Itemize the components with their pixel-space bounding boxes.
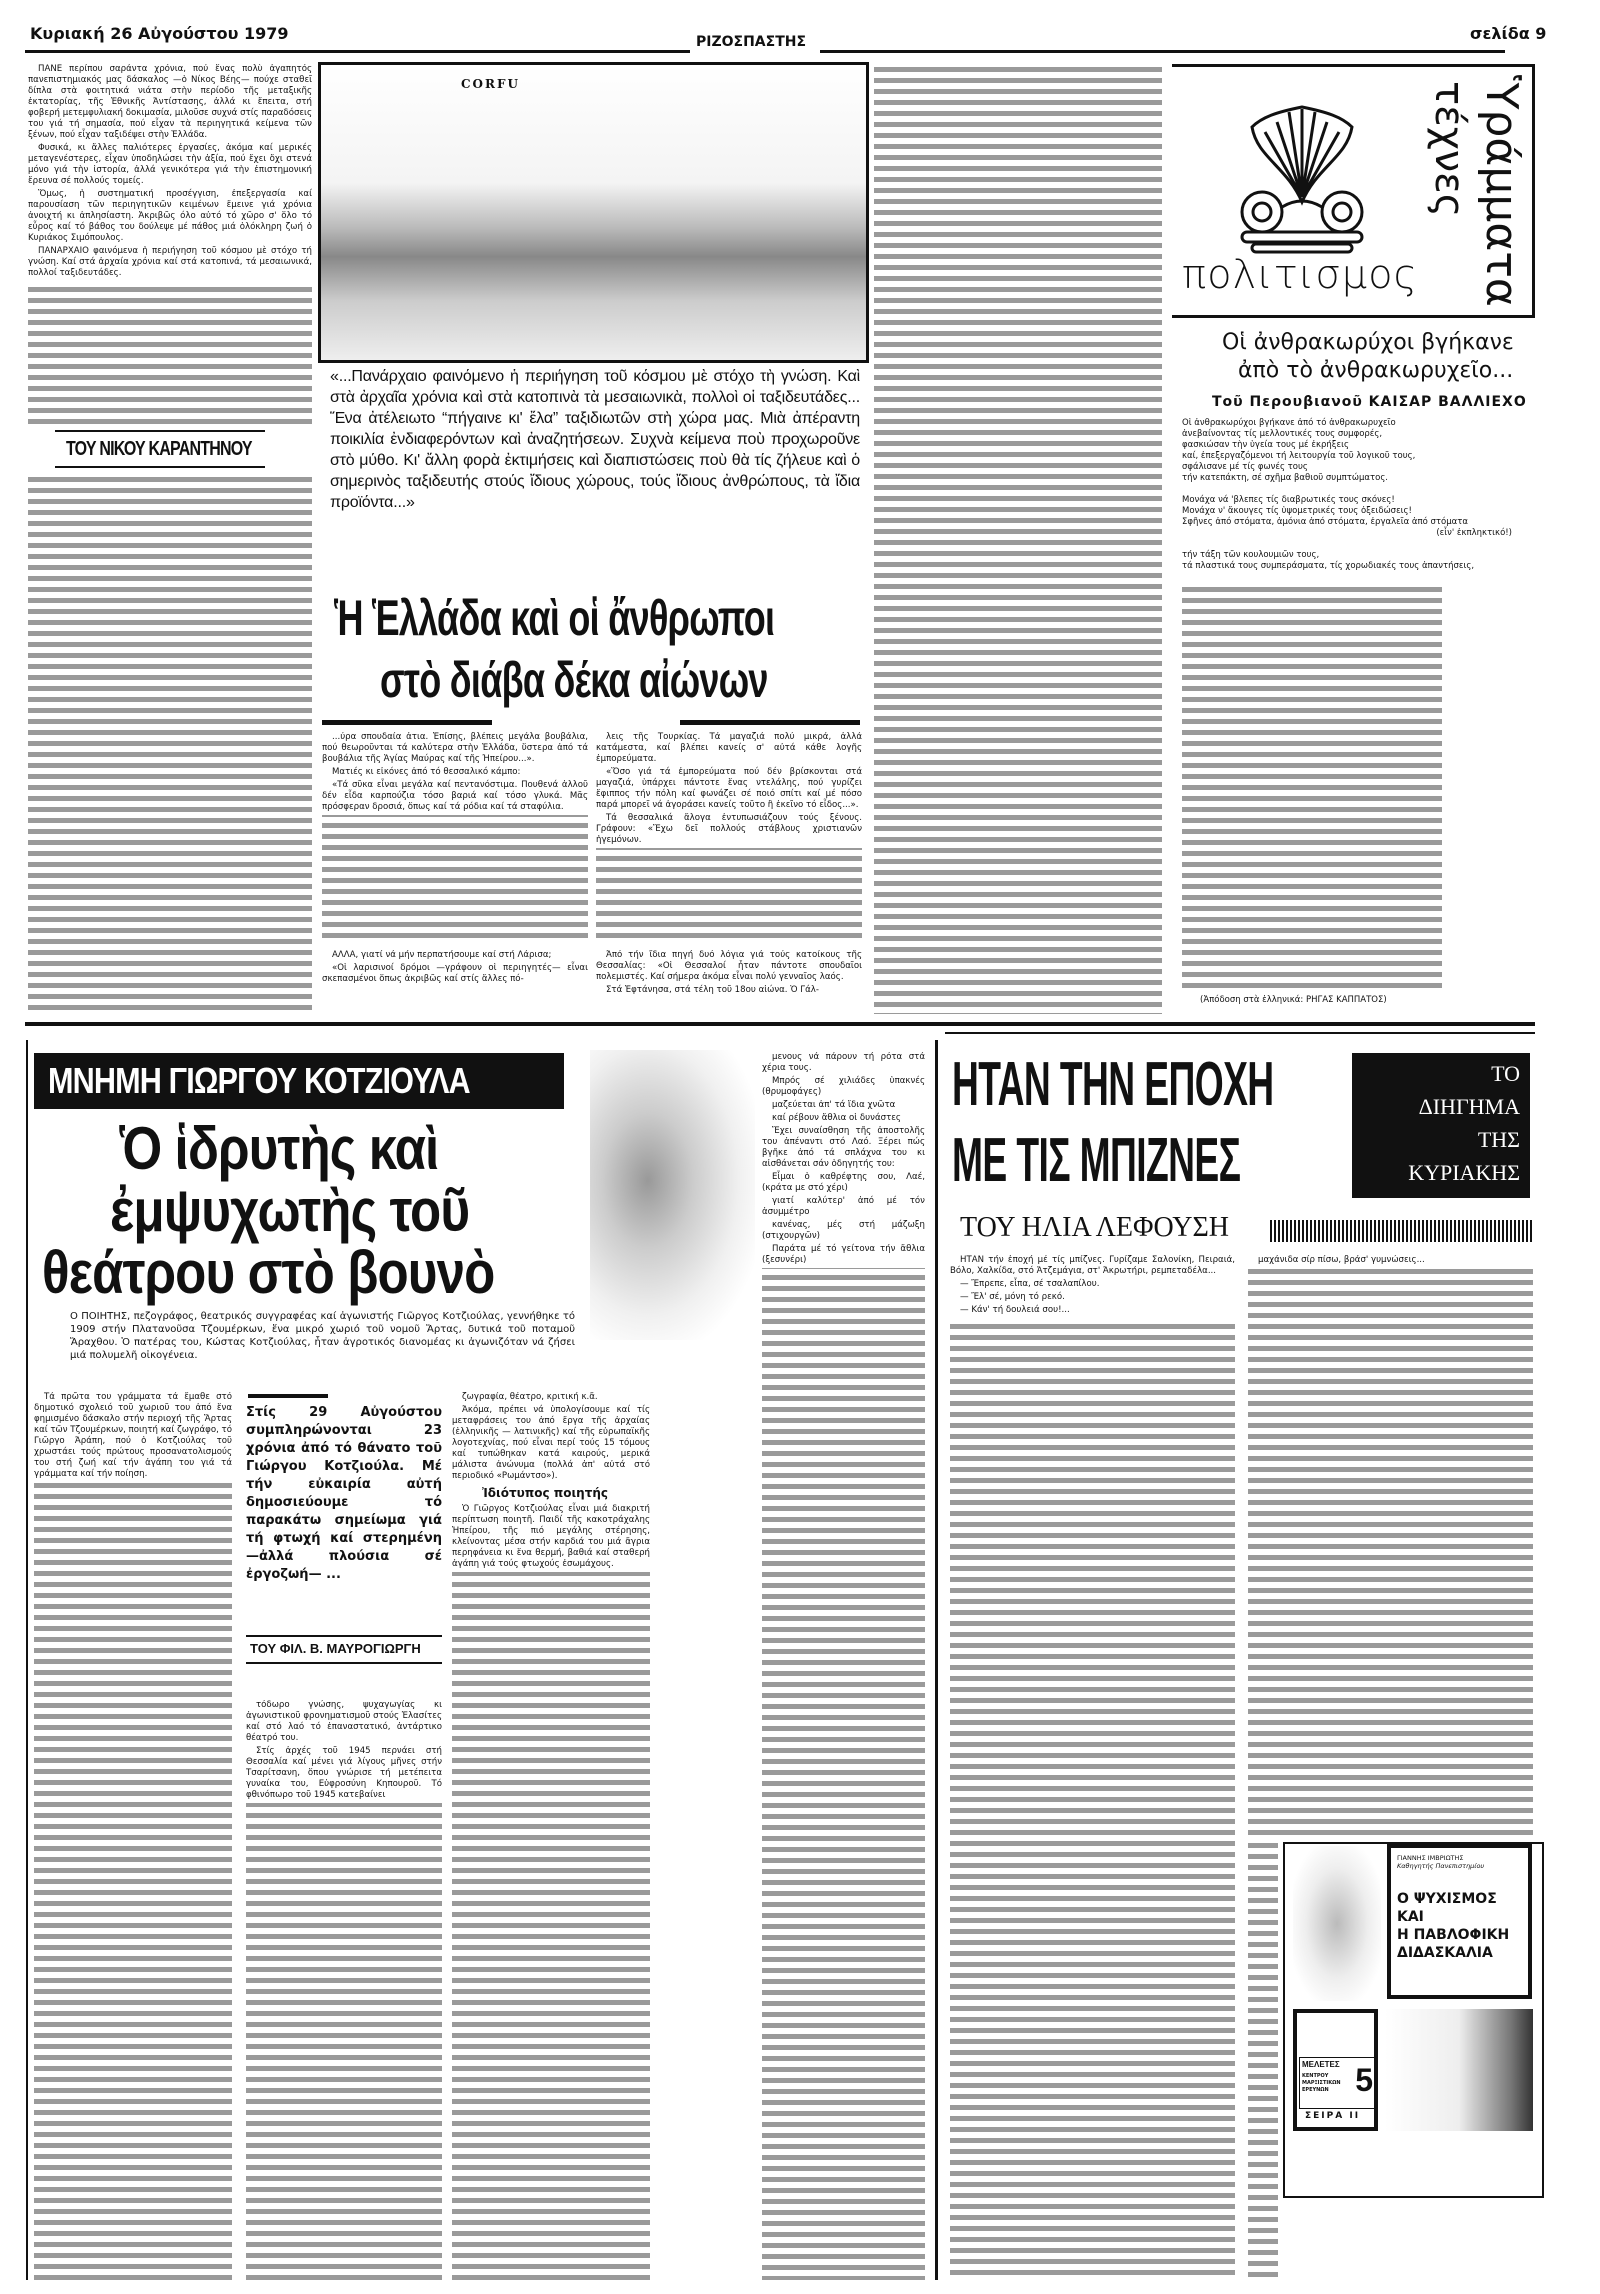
- box-line: ΤΟ: [1491, 1061, 1520, 1086]
- kotzioulas-byline: ΤΟΥ ΦΙΛ. Β. ΜΑΥΡΟΓΙΩΡΓΗ: [250, 1641, 421, 1656]
- travel-column-2: [322, 732, 588, 944]
- paragraph: ΑΛΛΑ, γιατί νά μήν περπατήσουμε καί στή Λάρισα;: [322, 950, 588, 963]
- series-sub: ΚΕΝΤΡΟΥ: [1302, 2073, 1329, 2079]
- story-headline-2: ΜΕ ΤΙΣ ΜΠΙΖΝΕΣ: [952, 1126, 1241, 1195]
- paragraph: λεις τῆς Τουρκίας. Τά μαγαζιά πολύ μικρά, ἀλλά κατάμεστα, καί βλέπει κανείς σ' αὐτά κάθε λογῆς ἐμπορεύματα.: [596, 732, 862, 767]
- series-label-box: [1299, 2057, 1376, 2109]
- series-badge: [1293, 2009, 1378, 2131]
- travel-column-1: [28, 64, 312, 424]
- dialogue: — Ἔλ' σέ, μόνη τό ρεκό.: [950, 1292, 1235, 1305]
- dialogue: — Ἔπρεπε, εἶπα, σέ τσαλαπίλου.: [950, 1279, 1235, 1292]
- book-advertisement: [1283, 1842, 1544, 2198]
- series-sub: ΕΡΕΥΝΩΝ: [1302, 2087, 1329, 2093]
- series-name: ΣΕΙΡΑ ΙΙ: [1305, 2111, 1361, 2121]
- poem-line: Σφῆνες ἀπό στόματα, ἀμόνια ἀπό στόματα, ἐργαλεῖα ἀπό στόματα: [1182, 517, 1468, 527]
- paragraph: Ἀπό τήν ἴδια πηγή δυό λόγια γιά τούς κατοίκους τῆς Θεσσαλίας: «Οἱ Θεσσαλοί ἦταν πάντοτε σπουδαῖοι πολεμιστές. Καί σήμερα ἀκόμα εἶναι πολύ γενναῖος λαός.: [596, 950, 862, 985]
- verse: γιατί καλύτερ' ἀπό μέ τόν ἀσυμμέτρο: [762, 1196, 925, 1220]
- paragraph: ΠΑΝΑΡΧΑΙΟ φαινόμενα ἡ περιήγηση τοῦ κόσμου μὲ στόχο τή γνώση. Καί στά ἀρχαία χρόνια καί στά κατοπινά, τά μεσαιωνικά, πολλοί ταξιδευτάδες.: [28, 246, 312, 281]
- divider: [246, 1635, 442, 1637]
- series-sub: ΜΑΡΞΙΣΤΙΚΩΝ: [1302, 2080, 1341, 2086]
- kotzioulas-headline-3: θεάτρου στὸ βουνὸ: [42, 1239, 495, 1306]
- paragraph: Ματιές κι εἰκόνες ἀπό τό θεσσαλικό κάμπο:: [322, 767, 588, 780]
- memorial-banner: [34, 1053, 564, 1109]
- poem-body: [1182, 418, 1532, 572]
- paragraph: Τά θεσσαλικά ἄλογα ἐντυπωσιάζουν τούς ξένους. Γράφουν: «Ἔχω δεῖ πολλούς στάβλους χριστιανῶν ἡγεμόνων.: [596, 813, 862, 848]
- verse: Παράτα μέ τό γείτονα τήν ἄθλια (ξεσυνέρι): [762, 1244, 925, 1268]
- kotzioulas-portrait-image: [590, 1050, 755, 1340]
- photo-caption: CORFU: [461, 77, 520, 91]
- paragraph: Ὁ Γιῶργος Κοτζιούλας εἶναι μιά διακριτή περίπτωση ποιητῆ. Παιδί τῆς κακοτράχαλης Ἠπείρου, τῆς πιό μεγάλης στέρησης, κλείνοντας μέσα στήν καρδιά του μιά ἄγρια περηφάνεια κι ἕνα θερμή, βαθιά καί σταθερή ἀγάπη γιά τούς φτωχούς ἐσωμάχους.: [452, 1504, 650, 1572]
- series-label: ΜΕΛΕΤΕΣ: [1302, 2060, 1340, 2069]
- box-line: ΔΙΗΓΗΜΑ: [1418, 1094, 1520, 1119]
- kotzioulas-headline-2: ἐμψυχωτὴς τοῦ: [110, 1177, 470, 1244]
- box-line: ΤΗΣ: [1477, 1127, 1520, 1152]
- masthead-page: σελίδα 9: [1470, 24, 1547, 43]
- paragraph: Ἀκόμα, πρέπει νά ὑπολογίσουμε καί τίς μεταφράσεις του ἀπό ἔργα τῆς ἀρχαίας (ἑλληνικῆς — λατινικῆς) καί τῆς εὐρωπαϊκῆς λογοτεχνίας, πού εἶναι περί τούς 15 τόμους καί τυπώθηκαν κατά καιρούς, μερικά μάλιστα ἀνώνυμα (πολλά ἀπ' αὐτά στό περιοδικό «Ρωμάντσο»).: [452, 1405, 650, 1484]
- travel-column-1-cont: [28, 474, 312, 1014]
- poem-line: καί, ἐπεξεργαζόμενοι τή λειτουργία τοῦ λογικοῦ τους,: [1182, 451, 1416, 461]
- travel-headline-1: Ἡ Ἑλλάδα καὶ οἱ ἄνθρωποι: [334, 590, 775, 646]
- divider: [246, 1662, 442, 1664]
- paragraph: ΠΑΝΕ περίπου σαράντα χρόνια, πού ἕνας πολὺ ἀγαπητός πανεπιστημιακός μας δάσκαλος —ὁ Νίκος Βέης— πούχε σταθεῖ δίπλα στὰ φοιτητικά νιάτα στὴν περίοδο τῆς μεταξικῆς ἐκτατορίας, τῆς Ἐθνικῆς Ἀντίστασης, ἀλλά κι ἔπειτα, στή φοβερή μετεμφυλιακή δοκιμασία, μιλοῦσε συχνά στίς παραδόσεις του γιά τή σημασία, πού εἶχαν τὰ περιηγητικά κείμενα τῶν ξένων, πού εἶχαν ταξιδέψει στὴν Ἑλλάδα.: [28, 64, 312, 143]
- story-column-2: [1248, 1255, 1533, 1835]
- ad-title-line: Ο ΨΥΧΙΣΜΟΣ: [1397, 1891, 1497, 1907]
- kotzioulas-column-4: [762, 1052, 925, 2280]
- kotzioulas-column-3: [452, 1392, 650, 2280]
- masthead-rule: [25, 50, 690, 53]
- paragraph: Στά Ἑφτάνησα, στά τέλη τοῦ 18ου αἰώνα. Ὁ Γάλ-: [596, 985, 862, 998]
- travel-column-2-tail: [322, 950, 588, 1014]
- poem-line: (εἶν' ἐκπληκτικό!): [1436, 528, 1512, 538]
- ionic-capital-icon: [1217, 87, 1387, 257]
- pull-quote: «...Πανάρχαιο φαινόμενο ἡ περιήγηση τοῦ κόσμου μὲ στόχο τὴ γνώση. Καὶ στὰ ἀρχαῖα χρόνια καὶ στὰ κατοπινὰ τὰ μεσαιωνικὰ, πολλοὶ οἱ ταξιδευτάδες... Ἕνα ἀτέλειωτο “πήγαινε κι' ἔλα” ταξιδιωτῶν στὴ χώρα μας. Μιὰ ἀπέραντη ποικιλία ἐνδιαφερόντων καὶ ἀναζητήσεων. Συχνὰ κείμενα ποὺ προχωροῦνε στὸ μύθο. Κι' ἄλλη φορὰ ἐκτιμήσεις καὶ διαπιστώσεις ποὺ θὰ τίς ζήλευε καὶ ὁ σημερινὸς ταξιδευτής στούς ἴδιους χώρους, τούς ἴδιους ἀνθρώπους, τὰ ἴδια προϊόντα...»: [330, 368, 860, 511]
- kotzioulas-headline-1: Ὁ ἱδρυτὴς καὶ: [120, 1115, 439, 1182]
- ad-image-left: [1293, 1846, 1381, 2001]
- paragraph: Φυσικά, κι ἄλλες παλιότερες ἐργασίες, ἀκόμα καί μερικές μεταγενέστερες, εἶχαν ὑποδηλώσει τὴν ἀξία, πού ἔχει ὄχι στενά μόνο γιά τὴν ἱστορία, ἀλλά γενικότερα γιά τὴν ἐπιστημονική ἔρευνα σέ πολλούς τομείς.: [28, 143, 312, 189]
- paragraph: ζωγραφία, θέατρο, κριτική κ.ἄ.: [452, 1392, 650, 1405]
- ad-title-line: Η ΠΑΒΛΟΦΙΚΗ: [1397, 1927, 1510, 1943]
- paragraph: «Οἱ λαρισινοί δρόμοι —γράφουν οἱ περιηγητές— εἶναι σκεπασμένοι ὅπως ἀκριβῶς καί στίς ἄλλες πό-: [322, 963, 588, 987]
- ad-image-right: [1385, 2009, 1533, 2131]
- paragraph: μενους νά πάρουν τή ρότα στά χέρια τους.: [762, 1052, 925, 1076]
- divider: [55, 466, 265, 468]
- poem-credit: (Ἀπόδοση στὰ ἑλληνικά: ΡΗΓΑΣ ΚΑΠΠΑΤΟΣ): [1200, 995, 1387, 1005]
- subheading: Ἰδιότυπος ποιητής: [452, 1484, 650, 1504]
- paragraph: «Τά σῦκα εἶναι μεγάλα καί πεντανόστιμα. Πουθενά ἀλλοῦ δέν εἶδα καρπούζια τόσο βαριά καί τόσο γλυκά. Μᾶς πρόσφεραν δροσιά, ὅπως καί τά ρόδια καί τά σταφύλια.: [322, 780, 588, 815]
- story-headline-1: ΗΤΑΝ ΤΗΝ ΕΠΟΧΗ: [952, 1050, 1274, 1119]
- poem-line: Οἱ ἀνθρακωρύχοι βγήκανε ἀπό τό ἀνθρακωρυχεῖο: [1182, 418, 1396, 428]
- paragraph: μαχάνιδα σίρ πίσω, βράσ' γυμνώσεις...: [1248, 1255, 1533, 1268]
- masthead-rule: [820, 50, 1505, 53]
- verse: κανένας, μές στή μάζωξη (στιχουργῶν): [762, 1220, 925, 1244]
- story-column-2-cont: [1248, 1840, 1278, 2280]
- vertical-rule: [935, 1040, 938, 2280]
- corfu-engraving-image: [318, 62, 869, 363]
- story-column-1: [950, 1255, 1235, 2280]
- paragraph: Ὅμως, ἡ συστηματική προσέγγιση, ἐπεξεργασία καί παρουσίαση τῶν περιηγητικῶν κειμένων ἔμεινε γιά χρόνια ἀνοιχτή κι ἀπλησίαστη. Ἀκριβῶς όλο αὐτό τό χῶρο σ' ὅλο τό εὖρος καί τό βάθος του δούλεψε μέ πάθος μιά ὁλόκληρη ζωή ὁ Κυριάκος Σιμόπουλος.: [28, 189, 312, 246]
- series-number: 5: [1355, 2062, 1373, 2098]
- ad-title-line: ΚΑΙ: [1397, 1909, 1424, 1925]
- verse: Εἶμαι ὁ καθρέφτης σου, Λαέ, (κράτα με στό χέρι): [762, 1172, 925, 1196]
- sunday-story-box: [1352, 1053, 1530, 1198]
- section-divider: [25, 1022, 1535, 1026]
- divider: [680, 720, 860, 725]
- poem-line: τά πλαστικά τους συμπεράσματα, τίς χορωδιακές τους ἀπαντήσεις,: [1182, 561, 1475, 571]
- poem-line: Μονάχα νά 'βλεπες τίς διαβρωτικές τους σκόνες!: [1182, 495, 1395, 505]
- dialogue: — Κάν' τή δουλειά σου!...: [950, 1305, 1235, 1318]
- logo-vertical-1: τέχνες: [1426, 81, 1472, 218]
- paragraph: Ἔχει συναίσθηση τῆς ἀποστολῆς του ἀπέναντι στό Λαό. Ξέρει πώς βγῆκε ἀπό τά σπλάχνα του κι αἰσθάνεται σάν ὁδηγητής του:: [762, 1126, 925, 1172]
- kotzioulas-intro: Ο ΠΟΙΗΤΗΣ, πεζογράφος, θεατρικός συγγραφέας καί ἀγωνιστής Γιῶργος Κοτζιούλας, γεννήθηκε τό 1909 στήν Πλατανοῦσα Τζουμέρκων, ἕνα μικρό χωριό τοῦ νομοῦ Ἄρτας, δυτικά τοῦ ποταμοῦ Ἄραχθου. Ὁ πατέρας του, Κώστας Κοτζιούλας, ἦταν ἀγροτικός διανομέας κι ἀγωνιζόταν νά ζήσει μιά πολυμελῆ οἰκογένεια.: [70, 1311, 575, 1361]
- divider: [55, 430, 265, 432]
- poem-line: σφάλισανε μέ τίς φωνές τους: [1182, 462, 1308, 472]
- paragraph: ΗΤΑΝ τήν ἐποχή μέ τίς μπίζνες. Γυρίζαμε Σαλονίκη, Πειραιά, Βόλο, Χαλκίδα, στό Ἀτζεμάγια, στ' Ἀκρωτήρι, ρεμπεταδέλα...: [950, 1255, 1235, 1279]
- box-line: ΚΥΡΙΑΚΗΣ: [1408, 1160, 1520, 1185]
- travel-column-3-tail: [596, 950, 862, 1014]
- logo-vertical-2: Ὑράμματα: [1476, 75, 1527, 307]
- masthead-date: Κυριακή 26 Αὐγούστου 1979: [30, 24, 289, 43]
- verse: μαζεύεται ἀπ' τά ἴδια χνῶτα: [762, 1100, 925, 1113]
- logo-word: πολιτισμος: [1182, 252, 1419, 298]
- poem-line: Μονάχα ν' ἄκουγες τίς ὑψομετρικές τους ὀξειδώσεις!: [1182, 506, 1412, 516]
- poem-continued: [1182, 584, 1442, 989]
- poem-line: φασκιώσαν τὴν ὑγεία τους μέ ἐκρήξεις: [1182, 440, 1349, 450]
- poem-title-1: Οἱ ἀνθρακωρύχοι βγήκανε: [1222, 330, 1514, 355]
- culture-logo-box: [1172, 64, 1535, 318]
- poem-author: Τοῦ Περουβιανοῦ ΚΑΙΣΑΡ ΒΑΛΛΙΕΧΟ: [1212, 394, 1527, 410]
- divider: [945, 1032, 1535, 1034]
- paragraph: «Ὅσο γιά τά ἐμπορεύματα πού δέν βρίσκονται στά μαγαζιά, ὑπάρχει πάντοτε ἕνας ντελάλης, πού γυρίζει ἔφιππος τήν πόλη καί φωνάζει σέ ποιό σπίτι καί μέ πόσο παρά μπορεῖ νά ἀγοράσει κανείς τοῦτο ἢ ἐκεῖνο τό εἶδος...».: [596, 767, 862, 813]
- travel-byline: ΤΟΥ ΝΙΚΟΥ ΚΑΡΑΝΤΗΝΟΥ: [66, 438, 252, 460]
- vertical-rule: [26, 1040, 28, 2280]
- ad-author-title: Καθηγητής Πανεπιστημίου: [1397, 1862, 1485, 1870]
- ad-title-panel: [1387, 1844, 1532, 1999]
- memorial-banner-text: ΜΝΗΜΗ ΓΙΩΡΓΟΥ ΚΟΤΖΙΟΥΛΑ: [48, 1060, 470, 1101]
- poem-line: τήν τάξη τῶν κουλουμιῶν τους,: [1182, 550, 1320, 560]
- kotzioulas-column-2: [246, 1700, 442, 2280]
- ad-author: ΓΙΑΝΝΗΣ ΙΜΒΡΙΩΤΗΣ: [1397, 1854, 1464, 1862]
- paragraph: ...ύρα σπουδαία ἀτια. Ἐπίσης, βλέπεις μεγάλα βουβάλια, πού θεωροῦνται τά καλύτερα στὴν Ἑλλάδα, ὕστερα ἀπό τά βουβάλια τῆς Ἁγίας Μαύρας καί τῆς Ἠπείρου...».: [322, 732, 588, 767]
- travel-column-3: [596, 732, 862, 944]
- paragraph: Τά πρῶτα του γράμματα τά ἔμαθε στό δημοτικό σχολειό τοῦ χωριοῦ του ἀπό ἕνα φημισμένο δάσκαλο στήν περιοχή τῆς Ἄρτας καί τῶν Τζουμέρκων, ποιητή καί ζωγράφο, τό Γιῶργο Ἀράπη, πού ὁ Κοτζιούλας τοῦ χρωστάει τούς πρώτους προσανατολισμούς του στή ζωή καί τήν ἀγάπη του γιά τά γράμματα καί τήν ποίηση.: [34, 1392, 232, 1482]
- travel-headline-2: στὸ διάβα δέκα αἰώνων: [380, 652, 768, 708]
- divider: [248, 1394, 328, 1398]
- poem-line: ἀνεβαίνοντας τίς μελλοντικές τους συμφορές,: [1182, 429, 1383, 439]
- story-byline: ΤΟΥ ΗΛΙΑ ΛΕΦΟΥΣΗ: [960, 1212, 1230, 1243]
- kotzioulas-column-1: [34, 1392, 232, 2280]
- poem-line: τήν κατεπάκτη, σέ σχῆμα βαθιοῦ συμπτώματος.: [1182, 473, 1389, 483]
- verse: καί ρέβουν ἄθλια οἱ δυνάστες: [762, 1113, 925, 1126]
- ad-title-line: ΔΙΔΑΣΚΑΛΙΑ: [1397, 1945, 1493, 1961]
- paragraph: τόδωρο γνώσης, ψυχαγωγίας κι ἀγωνιστικοῦ φρονηματισμοῦ στούς Ἐλασίτες καί στό λαό τό ἐπαναστατικό, ἀντάρτικο θέατρό του.: [246, 1700, 442, 1746]
- verse: Μπρός σέ χιλιάδες ὑπακνές (θρυμοφάγες): [762, 1076, 925, 1100]
- anniversary-box: Στίς 29 Αὐγούστου συμπληρώνονται 23 χρόνια ἀπό τό θάνατο τοῦ Γιώργου Κοτζιούλα. Μέ τήν εὐκαιρία αὐτή δημοσιεύουμε τό παρακάτω σημείωμα γιά τή φτωχή καί στερημένη —ἀλλά πλούσια σέ ἐργοζωή— ...: [246, 1405, 442, 1582]
- travel-column-4: [874, 64, 1162, 1014]
- masthead-paper: ΡΙΖΟΣΠΑΣΤΗΣ: [696, 34, 807, 50]
- paragraph: Στίς ἀρχές τοῦ 1945 περνάει στή Θεσσαλία καί μένει γιά λίγους μῆνες στήν Τσαρίτσανη, ὅπου γνώρισε τή μετέπειτα γυναίκα του, Εὐφροσύνη Κηπουροῦ. Τό φθινόπωρο τοῦ 1945 κατεβαίνει: [246, 1746, 442, 1803]
- divider: [322, 720, 492, 725]
- byline-hatching: [1270, 1220, 1532, 1242]
- poem-title-2: ἀπὸ τὸ ἀνθρακωρυχεῖο...: [1238, 358, 1514, 383]
